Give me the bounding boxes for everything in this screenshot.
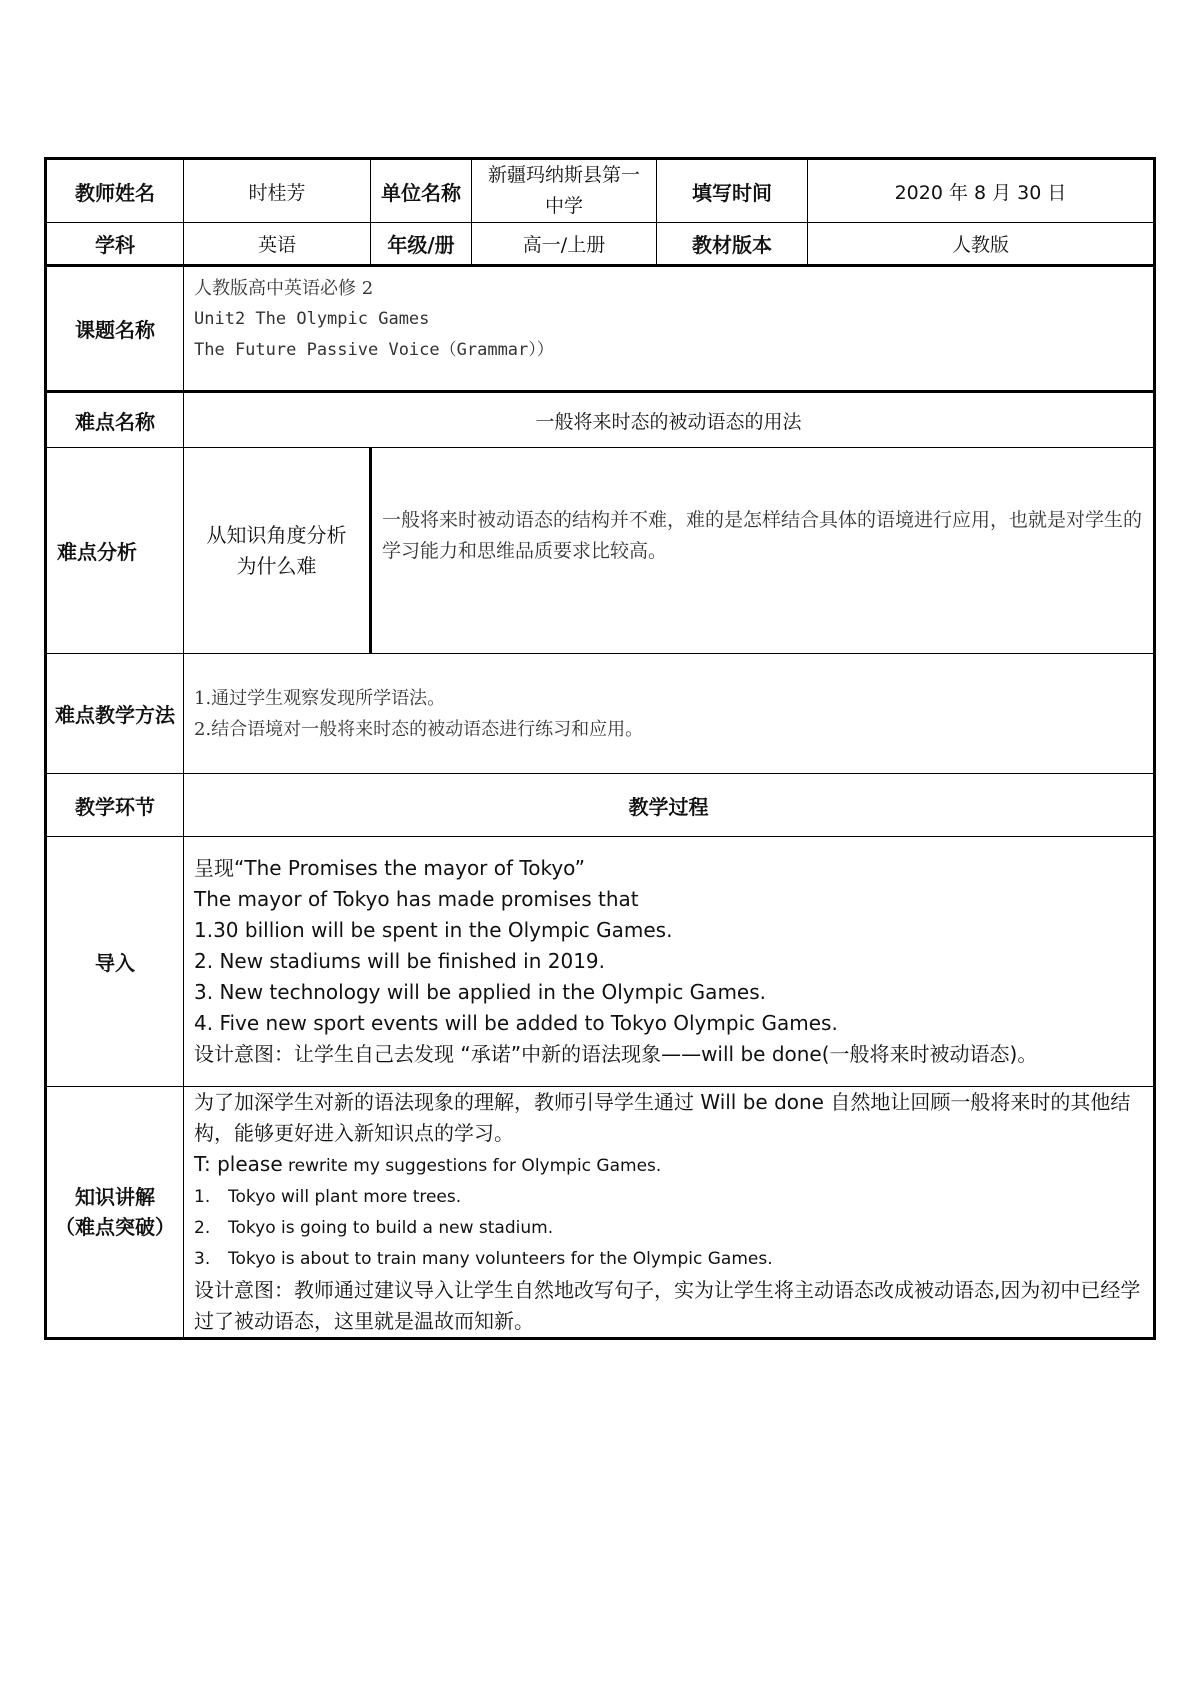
header-row-2	[46, 223, 1155, 266]
knowledge-label-line-1: 知识讲解	[75, 1185, 155, 1209]
intro-line-2: The mayor of Tokyo has made promises that	[194, 887, 639, 911]
topic-label: 课题名称	[46, 266, 184, 392]
analysis-text: 一般将来时被动语态的结构并不难，难的是怎样结合具体的语境进行应用，也就是对学生的学习能力和思维品质要求比较高。	[371, 448, 1155, 654]
topic-row	[46, 266, 1155, 392]
edition-label: 教材版本	[657, 223, 808, 266]
subject-value: 英语	[184, 223, 371, 266]
difficulty-label: 难点名称	[46, 392, 184, 448]
intro-row	[46, 837, 1155, 1087]
knowledge-label	[46, 1087, 184, 1339]
knowledge-intro-text: 为了加深学生对新的语法现象的理解，教师引导学生通过 Will be done 自然地让回顾一般将来时的其他结构，能够更好进入新知识点的学习。	[194, 1090, 1131, 1145]
method-line-2: 2.结合语境对一般将来时态的被动语态进行练习和应用。	[194, 718, 644, 740]
subject-label: 学科	[46, 223, 184, 266]
knowledge-item-3	[194, 1244, 1143, 1275]
intro-line-1: 呈现“The Promises the mayor of Tokyo”	[194, 856, 586, 880]
difficulty-value: 一般将来时态的被动语态的用法	[184, 392, 1155, 448]
knowledge-item-2-num: 2.	[194, 1218, 211, 1238]
lesson-plan-sheet	[44, 157, 1153, 1340]
knowledge-prompt-prefix: T: please	[194, 1152, 283, 1176]
intro-line-5: 3. New technology will be applied in the Olympic Games.	[194, 980, 767, 1004]
knowledge-item-3-num: 3.	[194, 1249, 211, 1269]
topic-content	[184, 266, 1155, 392]
edition-value: 人教版	[808, 223, 1155, 266]
knowledge-prompt-rest: rewrite my suggestions for Olympic Games.	[282, 1156, 662, 1176]
grade-value: 高一/上册	[472, 223, 657, 266]
knowledge-item-1-num: 1.	[194, 1187, 211, 1207]
analysis-sub-label: 从知识角度分析为什么难	[184, 448, 371, 654]
process-label: 教学环节	[46, 774, 184, 837]
analysis-row	[46, 448, 1155, 654]
knowledge-row	[46, 1087, 1155, 1339]
intro-content	[184, 837, 1155, 1087]
process-header-row	[46, 774, 1155, 837]
method-label: 难点教学方法	[46, 654, 184, 774]
date-value: 2020 年 8 月 30 日	[808, 159, 1155, 223]
grade-label: 年级/册	[371, 223, 472, 266]
process-value: 教学过程	[184, 774, 1155, 837]
method-content	[184, 654, 1155, 774]
topic-line-3: The Future Passive Voice（Grammar））	[194, 340, 554, 360]
method-line-1: 1.通过学生观察发现所学语法。	[194, 687, 446, 709]
knowledge-item-2	[194, 1213, 1143, 1244]
intro-label: 导入	[46, 837, 184, 1087]
knowledge-item-1-text: Tokyo will plant more trees.	[228, 1187, 462, 1207]
difficulty-row	[46, 392, 1155, 448]
knowledge-label-line-2: （难点突破）	[55, 1215, 175, 1239]
knowledge-prompt	[194, 1149, 1143, 1182]
knowledge-item-3-text: Tokyo is about to train many volunteers for the Olympic Games.	[228, 1249, 773, 1269]
method-row	[46, 654, 1155, 774]
knowledge-design-note: 设计意图：教师通过建议导入让学生自然地改写句子，实为让学生将主动语态改成被动语态,因为初中已经学过了被动语态，这里就是温故而知新。	[194, 1278, 1141, 1333]
lesson-plan-table	[44, 157, 1156, 1340]
knowledge-content	[184, 1087, 1155, 1339]
unit-value: 新疆玛纳斯县第一中学	[472, 159, 657, 223]
intro-design-note: 设计意图：让学生自己去发现 “承诺”中新的语法现象——will be done(一般将来时被动语态)。	[194, 1042, 1038, 1066]
unit-label: 单位名称	[371, 159, 472, 223]
intro-line-3: 1.30 billion will be spent in the Olympic Games.	[194, 918, 673, 942]
topic-line-2: Unit2 The Olympic Games	[194, 309, 430, 329]
knowledge-item-1	[194, 1182, 1143, 1213]
header-row-1	[46, 159, 1155, 223]
intro-line-4: 2. New stadiums will be finished in 2019.	[194, 949, 605, 973]
teacher-value: 时桂芳	[184, 159, 371, 223]
knowledge-item-2-text: Tokyo is going to build a new stadium.	[228, 1218, 554, 1238]
intro-line-6: 4. Five new sport events will be added to Tokyo Olympic Games.	[194, 1011, 838, 1035]
date-label: 填写时间	[657, 159, 808, 223]
topic-line-1: 人教版高中英语必修 2	[194, 278, 374, 299]
teacher-label: 教师姓名	[46, 159, 184, 223]
analysis-label: 难点分析	[46, 448, 184, 654]
